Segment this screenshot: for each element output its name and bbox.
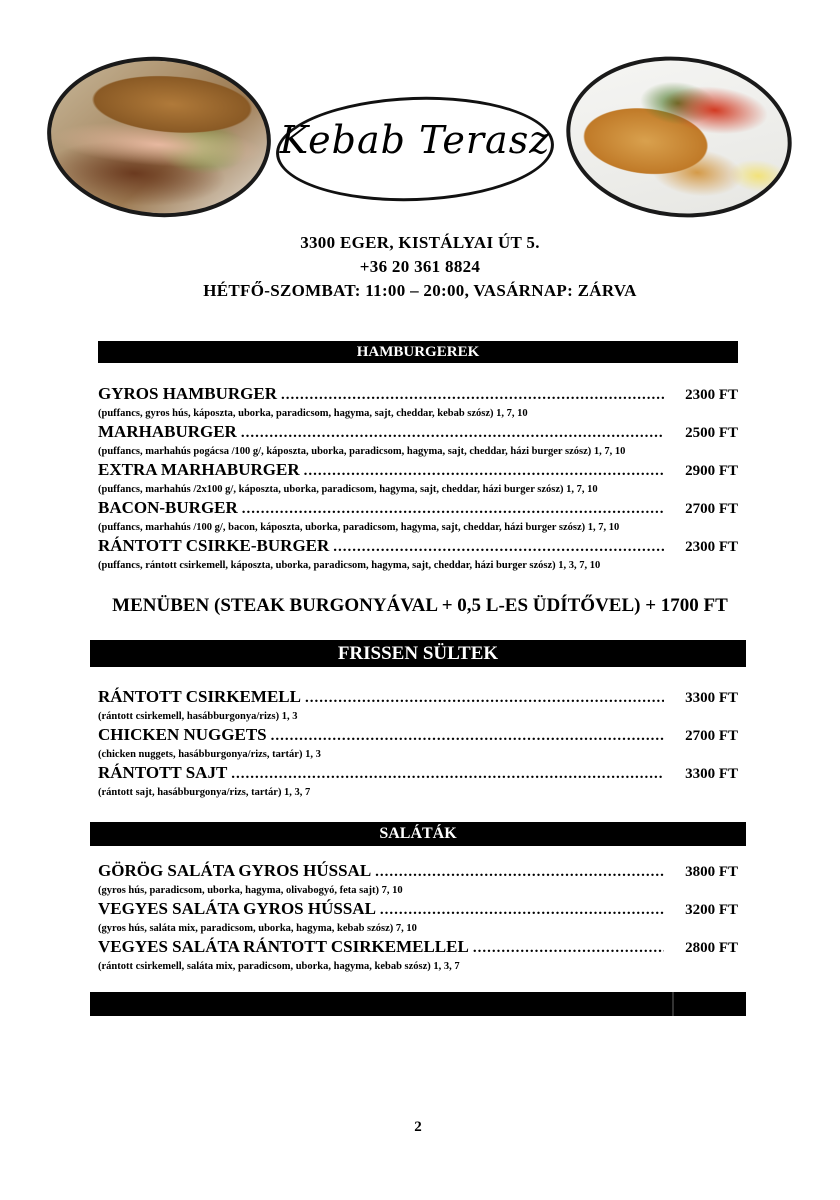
item-description: (chicken nuggets, hasábburgonya/rizs, tartár) 1, 3 xyxy=(98,749,321,760)
leader-dots xyxy=(380,902,664,919)
leader-dots xyxy=(242,501,664,518)
item-name: GÖRÖG SALÁTA GYROS HÚSSAL xyxy=(98,861,372,880)
leader-dots xyxy=(375,864,664,881)
item-price: 2500 FT xyxy=(685,425,738,441)
leader-dots xyxy=(281,387,664,404)
item-description: (puffancs, marhahús pogácsa /100 g/, káposzta, uborka, paradicsom, hagyma, sajt, cheddar, házi burger szósz) 1, 7, 10 xyxy=(98,446,626,457)
footer-bar-divider xyxy=(672,992,674,1016)
salads-list xyxy=(98,861,738,975)
hamburgers-list xyxy=(98,384,738,574)
item-price: 2300 FT xyxy=(685,539,738,555)
item-price: 2300 FT xyxy=(685,387,738,403)
menu-item xyxy=(98,536,738,574)
schnitzel-photo xyxy=(558,46,799,229)
menu-item xyxy=(98,460,738,498)
menu-item xyxy=(98,384,738,422)
leader-dots xyxy=(333,539,664,556)
menu-item xyxy=(98,937,738,975)
item-price: 2700 FT xyxy=(685,501,738,517)
leader-dots xyxy=(271,728,664,745)
phone: +36 20 361 8824 xyxy=(359,257,481,276)
section-title-fresh-fried: FRISSEN SÜLTEK xyxy=(90,640,746,667)
burger-photo xyxy=(42,49,277,224)
logo: Kebab Terasz xyxy=(279,118,551,162)
leader-dots xyxy=(241,425,664,442)
item-name: RÁNTOTT CSIRKEMELL xyxy=(98,687,301,706)
item-name: EXTRA MARHABURGER xyxy=(98,460,300,479)
item-description: (gyros hús, paradicsom, uborka, hagyma, olivabogyó, feta sajt) 7, 10 xyxy=(98,885,403,896)
leader-dots xyxy=(231,766,664,783)
menu-item xyxy=(98,498,738,536)
item-price: 2700 FT xyxy=(685,728,738,744)
item-name: RÁNTOTT CSIRKE-BURGER xyxy=(98,536,330,555)
menu-item xyxy=(98,687,738,725)
item-description: (rántott csirkemell, saláta mix, paradicsom, uborka, hagyma, kebab szósz) 1, 3, 7 xyxy=(98,961,460,972)
item-name: CHICKEN NUGGETS xyxy=(98,725,267,744)
item-name: BACON-BURGER xyxy=(98,498,238,517)
menu-item xyxy=(98,725,738,763)
item-description: (puffancs, rántott csirkemell, káposzta, uborka, paradicsom, hagyma, sajt, cheddar, házi burger szósz) 1, 3, 7, 10 xyxy=(98,560,601,571)
menu-item xyxy=(98,763,738,801)
menu-item xyxy=(98,861,738,899)
section-title-hamburgers: HAMBURGEREK xyxy=(98,341,738,363)
item-price: 3300 FT xyxy=(685,766,738,782)
address: 3300 EGER, KISTÁLYAI ÚT 5. xyxy=(300,233,540,252)
item-name: VEGYES SALÁTA RÁNTOTT CSIRKEMELLEL xyxy=(98,937,469,956)
item-name: MARHABURGER xyxy=(98,422,237,441)
menu-item xyxy=(98,422,738,460)
item-description: (rántott csirkemell, hasábburgonya/rizs) 1, 3 xyxy=(98,711,298,722)
opening-hours: HÉTFŐ-SZOMBAT: 11:00 – 20:00, VASÁRNAP: ZÁRVA xyxy=(203,281,637,300)
item-name: RÁNTOTT SAJT xyxy=(98,763,228,782)
item-description: (puffancs, gyros hús, káposzta, uborka, paradicsom, hagyma, sajt, cheddar, kebab szósz) 1, 7, 10 xyxy=(98,408,528,419)
item-price: 2800 FT xyxy=(685,940,738,956)
item-name: GYROS HAMBURGER xyxy=(98,384,277,403)
item-description: (rántott sajt, hasábburgonya/rizs, tartár) 1, 3, 7 xyxy=(98,787,311,798)
leader-dots xyxy=(304,463,664,480)
menu-combo-note: MENÜBEN (STEAK BURGONYÁVAL + 0,5 L-ES ÜDÍTŐVEL) + 1700 FT xyxy=(112,595,728,616)
item-price: 2900 FT xyxy=(685,463,738,479)
item-description: (puffancs, marhahús /100 g/, bacon, káposzta, uborka, paradicsom, hagyma, sajt, cheddar, házi burger szósz) 1, 7, 10 xyxy=(98,522,620,533)
item-price: 3800 FT xyxy=(685,864,738,880)
item-description: (gyros hús, saláta mix, paradicsom, uborka, hagyma, kebab szósz) 7, 10 xyxy=(98,923,417,934)
item-description: (puffancs, marhahús /2x100 g/, káposzta, uborka, paradicsom, hagyma, sajt, cheddar, házi burger szósz) 1, 7, 10 xyxy=(98,484,598,495)
menu-item xyxy=(98,899,738,937)
item-name: VEGYES SALÁTA GYROS HÚSSAL xyxy=(98,899,376,918)
fresh-fried-list xyxy=(98,687,738,801)
item-price: 3200 FT xyxy=(685,902,738,918)
leader-dots xyxy=(473,940,664,957)
footer-bar xyxy=(90,992,746,1016)
page-number: 2 xyxy=(414,1119,422,1135)
item-price: 3300 FT xyxy=(685,690,738,706)
leader-dots xyxy=(305,690,664,707)
section-title-salads: SALÁTÁK xyxy=(90,822,746,846)
